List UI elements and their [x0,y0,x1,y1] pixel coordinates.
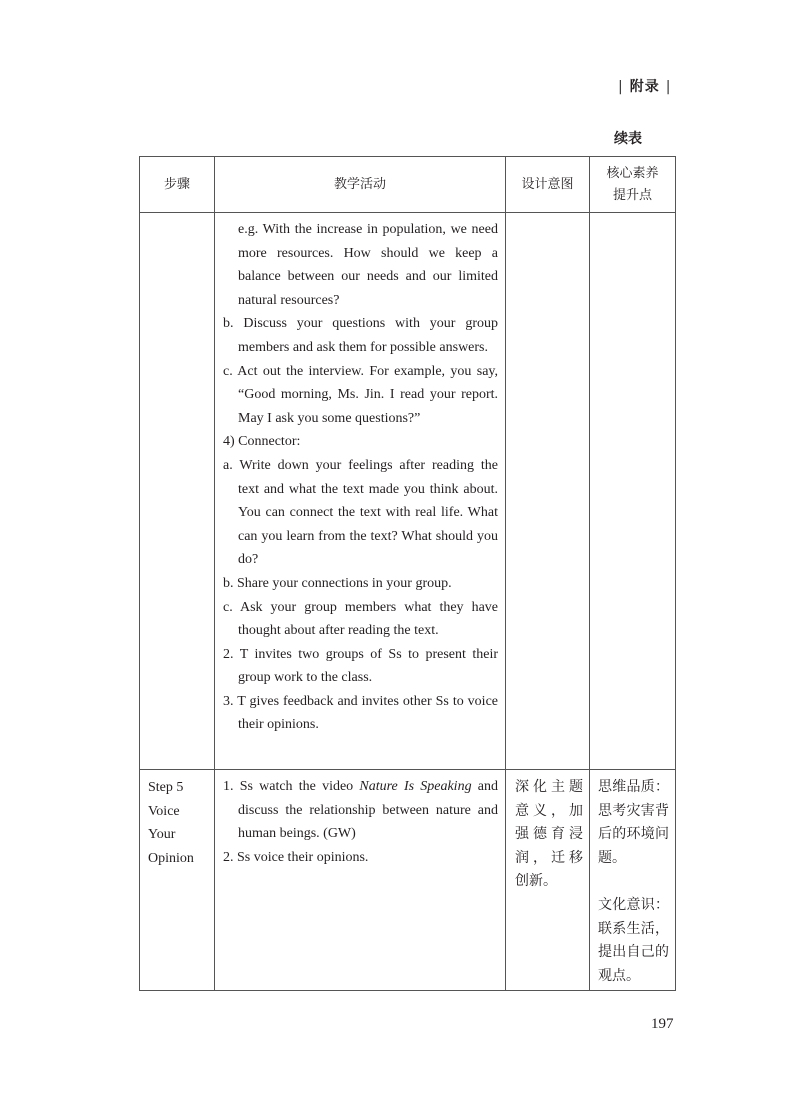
continued-label: 续表 [614,131,642,147]
running-head-title: 附录 [629,79,660,95]
step-line: Your [148,827,176,843]
activity-text: 1. Ss watch the video [223,779,360,794]
activity-line: b. Share your connections in your group. [223,575,452,591]
activity-line: c. Act out the interview. For example, you say, “Good morning, Ms. Jin. I read your report. May I ask you some questions?” [223,363,498,426]
table-row [140,770,676,991]
design-intent-cell-empty [506,213,590,770]
step-line: Voice [148,803,180,819]
activity-line: c. Ask your group members what they have thought about after reading the text. [223,599,498,639]
activity-line: e.g. With the increase in population, we need more resources. How should we keep a balance between our needs and our limited natural resources? [238,222,498,308]
page-number: 197 [651,1016,674,1032]
design-intent-text: 深化主题意义，加强德育浸润，迁移创新。 [515,779,583,890]
video-title: Nature Is Speaking [359,779,472,794]
running-head-bar-left: | [618,79,624,95]
lesson-plan-table [139,156,676,991]
step-line: Opinion [148,850,194,866]
step-cell [140,770,215,991]
header-design-intent: 设计意图 [506,157,590,213]
running-head [612,76,677,96]
activities-cell [215,213,506,770]
table-header-row [140,157,676,213]
activity-line: 4) Connector: [223,434,301,450]
activity-line: 2. T invites two groups of Ss to present their group work to the class. [223,646,498,686]
table-row [140,213,676,770]
activity-line: b. Discuss your questions with your group members and ask them for possible answers. [223,316,498,355]
step-cell-empty [140,213,215,770]
competency-culture: 文化意识：联系生活，提出自己的观点。 [598,896,669,984]
design-intent-cell [506,770,590,991]
activity-line: a. Write down your feelings after reading the text and what the text made you think about. You can connect the text with real life. What can you learn from the text? What should you do? [223,457,498,568]
activities-cell [215,770,506,991]
activity-text: and discuss the relationship between nature and human beings. (GW) [238,779,498,842]
competency-thinking: 思维品质：思考灾害背后的环境问题。 [598,779,669,866]
step-line: Step 5 [148,780,184,795]
competency-cell [590,770,676,991]
activity-line: 2. Ss voice their opinions. [223,849,369,865]
header-activities: 教学活动 [215,157,506,213]
activity-line: 3. T gives feedback and invites other Ss to voice their opinions. [223,693,498,733]
header-step: 步骤 [140,157,215,213]
running-head-bar-right: | [665,79,672,95]
competency-cell-empty [590,213,676,770]
activity-line [223,775,498,846]
header-competency: 核心素养 提升点 [590,157,676,213]
